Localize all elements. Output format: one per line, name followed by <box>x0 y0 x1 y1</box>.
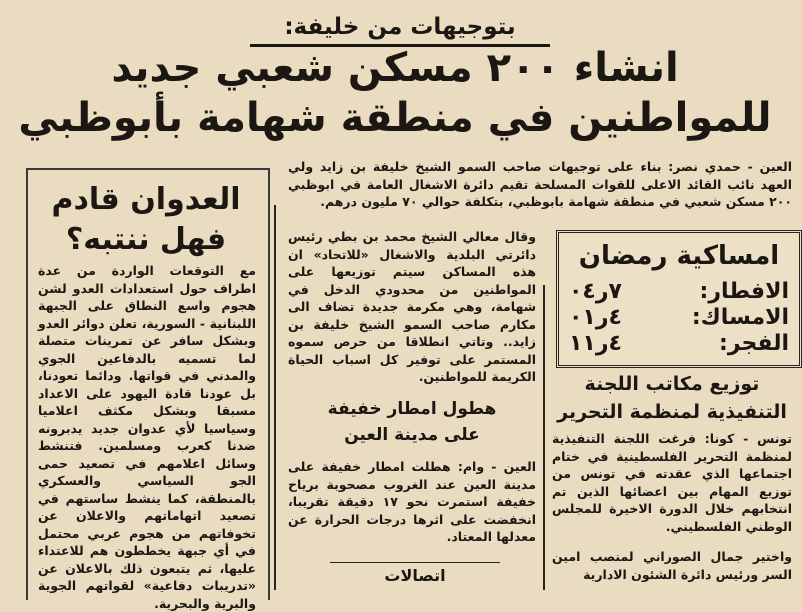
kicker: بتوجيهات من خليفة: <box>250 10 550 47</box>
side-title-line-2: فهل ننتبه؟ <box>65 222 227 257</box>
ramadan-row-iftar <box>569 279 789 305</box>
plo-article-title <box>552 370 792 426</box>
plo-article-paragraph-2: واختير جمال الصوراني لمنصب امين السر ورئيس دائرة الشئون الادارية <box>552 549 792 582</box>
side-title-line-1: العدوان قادم <box>51 182 241 217</box>
main-article-paragraph-2: وقال معالي الشيخ محمد بن بطي رئيس دائرتي البلدية والاشغال «للاتحاد» ان هذه المساكن سيتم توزيعها على المواطنين من محدودي الدخل في شهامة، وهي مكرمة جديدة تضاف الى مكارم صاحب السمو الشيخ خليفة بن زايد.. وتاتي انطلاقا من حرص سموه المستمر على توفير كل اسباب الحياة الكريمة للمواطنين. <box>288 229 536 384</box>
ramadan-row-imsak <box>569 305 789 331</box>
ramadan-time: ٤ر١١ <box>569 331 622 356</box>
side-column-body: مع التوقعات الواردة من عدة اطراف حول استعدادات العدو لشن هجوم واسع النطاق على الجبهة اللبنانية - السورية، تعلن دوائر العدو وبشكل سافر عن تمرينات متصلة لما تسميه بالدفاعين الجوي والمدني في قواتها. ودائما تعودنا، بل عودنا قادة اليهود على الاعداد مسبقا وبشكل مكثف اعلاميا وسياسيا لأي عدوان جديد يدبرونه ضدنا كعرب ومسلمين. فتنشط وسائل اعلامهم في تصعيد حمى الجو السياسي والعسكري بالمنطقة، كما ينشط ساستهم في تصعيد اتهاماتهم والاعلان عن تخوفاتهم من هجوم عربي محتمل في أي جبهة يخططون هم للاعتداء عليها، ثم يتبعون ذلك بالاعلان عن «تدريبات دفاعية» لقواتهم الجوية والبرية والبحرية. <box>38 263 256 611</box>
ramadan-label: الفجر: <box>719 331 789 356</box>
next-section-title: اتصالات <box>330 562 500 589</box>
ramadan-time: ٧ر٠٤ <box>569 279 622 304</box>
ramadan-title: امساكية رمضان <box>578 241 780 271</box>
rain-title-line-2: على مدينة العين <box>344 425 480 445</box>
rain-title-line-1: هطول امطار خفيفة <box>327 399 497 419</box>
side-column-title <box>32 180 260 260</box>
ramadan-label: الامساك: <box>691 305 789 330</box>
headline-line-2: للمواطنين في منطقة شهامة بأبوظبي <box>18 95 772 141</box>
rain-article-title <box>288 396 536 448</box>
ramadan-timetable <box>556 230 802 368</box>
column-divider <box>543 285 545 590</box>
headline-line-1: انشاء ٢٠٠ مسكن شعبي جديد <box>111 45 679 91</box>
plo-title-line-2: التنفيذية لمنظمة التحرير <box>557 401 787 423</box>
plo-title-line-1: توزيع مكاتب اللجنة <box>584 373 760 395</box>
ramadan-row-fajr <box>569 331 789 357</box>
rain-article-body: العين - وام: هطلت امطار خفيفة على مدينة العين عند الغروب مصحوبة برياح خفيفة استمرت نحو ١٧ دقيقة تقريبا، انخفضت على اثرها درجات الحرارة عن معدلها المعتاد. <box>288 459 536 544</box>
ramadan-time: ٤ر٠١ <box>569 305 622 330</box>
plo-article-paragraph-1: تونس - كونا: فرغت اللجنة التنفيذية لمنظمة التحرير الفلسطينية في ختام اجتماعها الذي عقدته في تونس من توزيع المهام بين اعضائها الذين تم انتخابهم خلال الدورة الاخيرة للمجلس الوطني الفلسطيني. <box>552 431 792 534</box>
main-article-paragraph-1: العين - حمدي نصر: بناء على توجيهات صاحب السمو الشيخ خليفة بن زايد ولي العهد نائب القائد الاعلى للقوات المسلحة تقيم دائرة الاشغال العامة في ابوظبي ٢٠٠ مسكن شعبي في منطقة شهامة بابوظبي، بتكلفة حوالي ٧٠ مليون درهم. <box>288 159 792 209</box>
ramadan-label: الافطار: <box>699 279 789 304</box>
column-divider <box>274 205 276 590</box>
